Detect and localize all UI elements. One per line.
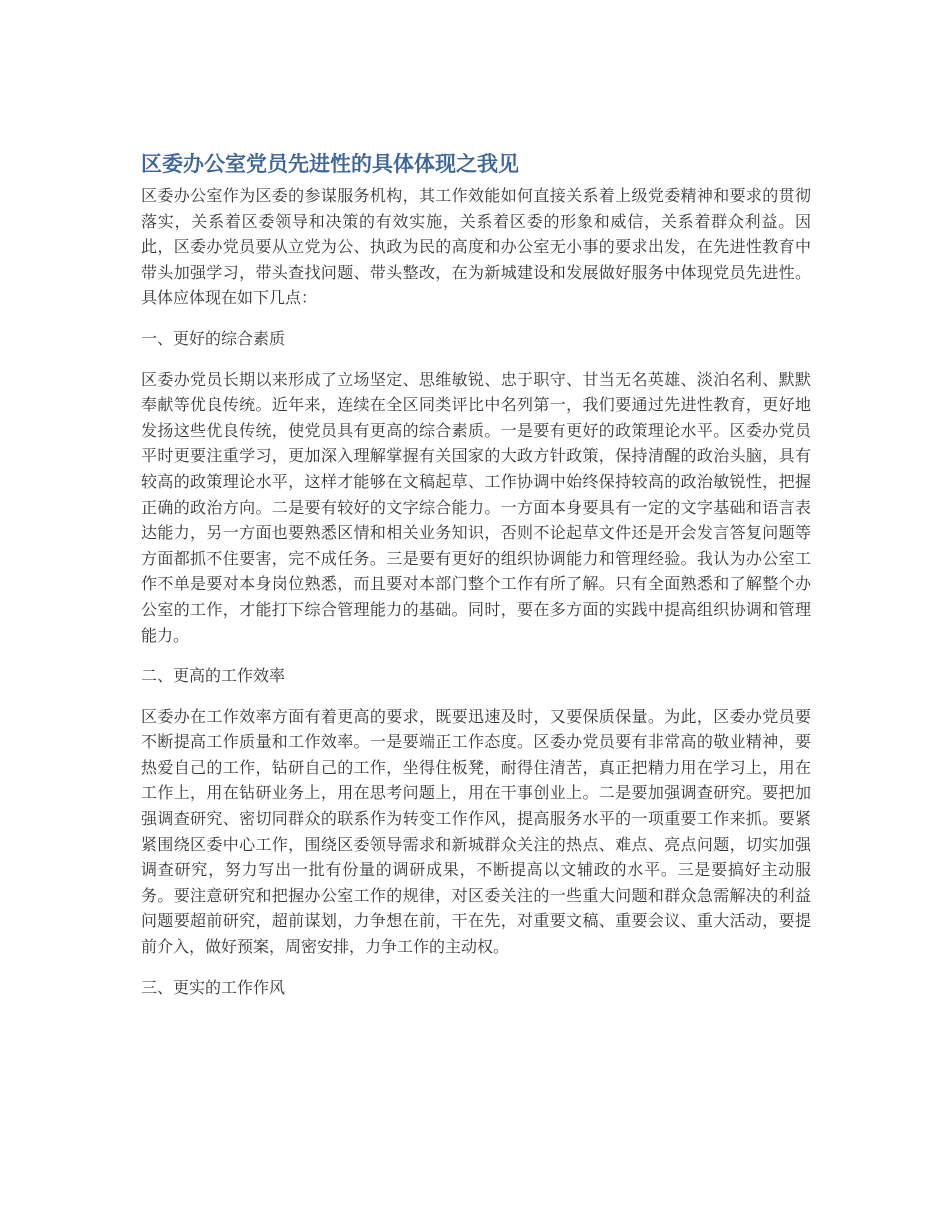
section-body-1: 区委办党员长期以来形成了立场坚定、思维敏锐、忠于职守、甘当无名英雄、淡泊名利、默默奉献等优良传统。近年来，连续在全区同类评比中名列第一，我们要通过先进性教育，更好地发扬这些优良传统，使党员具有更高的综合素质。一是要有更好的政策理论水平。区委办党员平时更要注重学习，更加深入理解掌握有关国家的大政方针政策，保持清醒的政治头脑，具有较高的政策理论水平，这样才能够在文稿起草、工作协调中始终保持较高的政治敏锐性，把握正确的政治方向。二是要有较好的文字综合能力。一方面本身要具有一定的文字基础和语言表达能力，另一方面也要熟悉区情和相关业务知识，否则不论起草文件还是开会发言答复问题等方面都抓不住要害，完不成任务。三是要有更好的组织协调能力和管理经验。我认为办公室工作不单是要对本身岗位熟悉，而且要对本部门整个工作有所了解。只有全面熟悉和了解整个办公室的工作，才能打下综合管理能力的基础。同时，要在多方面的实践中提高组织协调和管理能力。 [141, 369, 811, 645]
document-content [141, 148, 811, 1015]
document-title: 区委办公室党员先进性的具体体现之我见 [141, 152, 519, 176]
intro-paragraph: 区委办公室作为区委的参谋服务机构，其工作效能如何直接关系着上级党委精神和要求的贯彻落实，关系着区委领导和决策的有效实施，关系着区委的形象和威信，关系着群众利益。因此，区委办党员要从立党为公、执政为民的高度和办公室无小事的要求出发，在先进性教育中带头加强学习，带头查找问题、带头整改，在为新城建设和发展做好服务中体现党员先进性。具体应体现在如下几点： [141, 186, 811, 308]
section-heading-1: 一、更好的综合素质 [141, 328, 286, 348]
section-body-2: 区委办在工作效率方面有着更高的要求，既要迅速及时，又要保质保量。为此，区委办党员要不断提高工作质量和工作效率。一是要端正工作态度。区委办党员要有非常高的敬业精神，要热爱自己的工作，钻研自己的工作，坐得住板凳，耐得住清苦，真正把精力用在学习上，用在工作上，用在钻研业务上，用在思考问题上，用在干事创业上。二是要加强调查研究。要把加强调查研究、密切同群众的联系作为转变工作作风，提高服务水平的一项重要工作来抓。要紧紧围绕区委中心工作，围绕区委领导需求和新城群众关注的热点、难点、亮点问题，切实加强调查研究，努力写出一批有份量的调研成果，不断提高以文辅政的水平。三是要搞好主动服务。要注意研究和把握办公室工作的规律，对区委关注的一些重大问题和群众急需解决的利益问题要超前研究，超前谋划，力争想在前，干在先，对重要文稿、重要会议、重大活动，要提前介入，做好预案，周密安排，力争工作的主动权。 [141, 706, 811, 957]
section-heading-2: 二、更高的工作效率 [141, 666, 286, 686]
section-heading-3: 三、更实的工作作风 [141, 977, 286, 997]
